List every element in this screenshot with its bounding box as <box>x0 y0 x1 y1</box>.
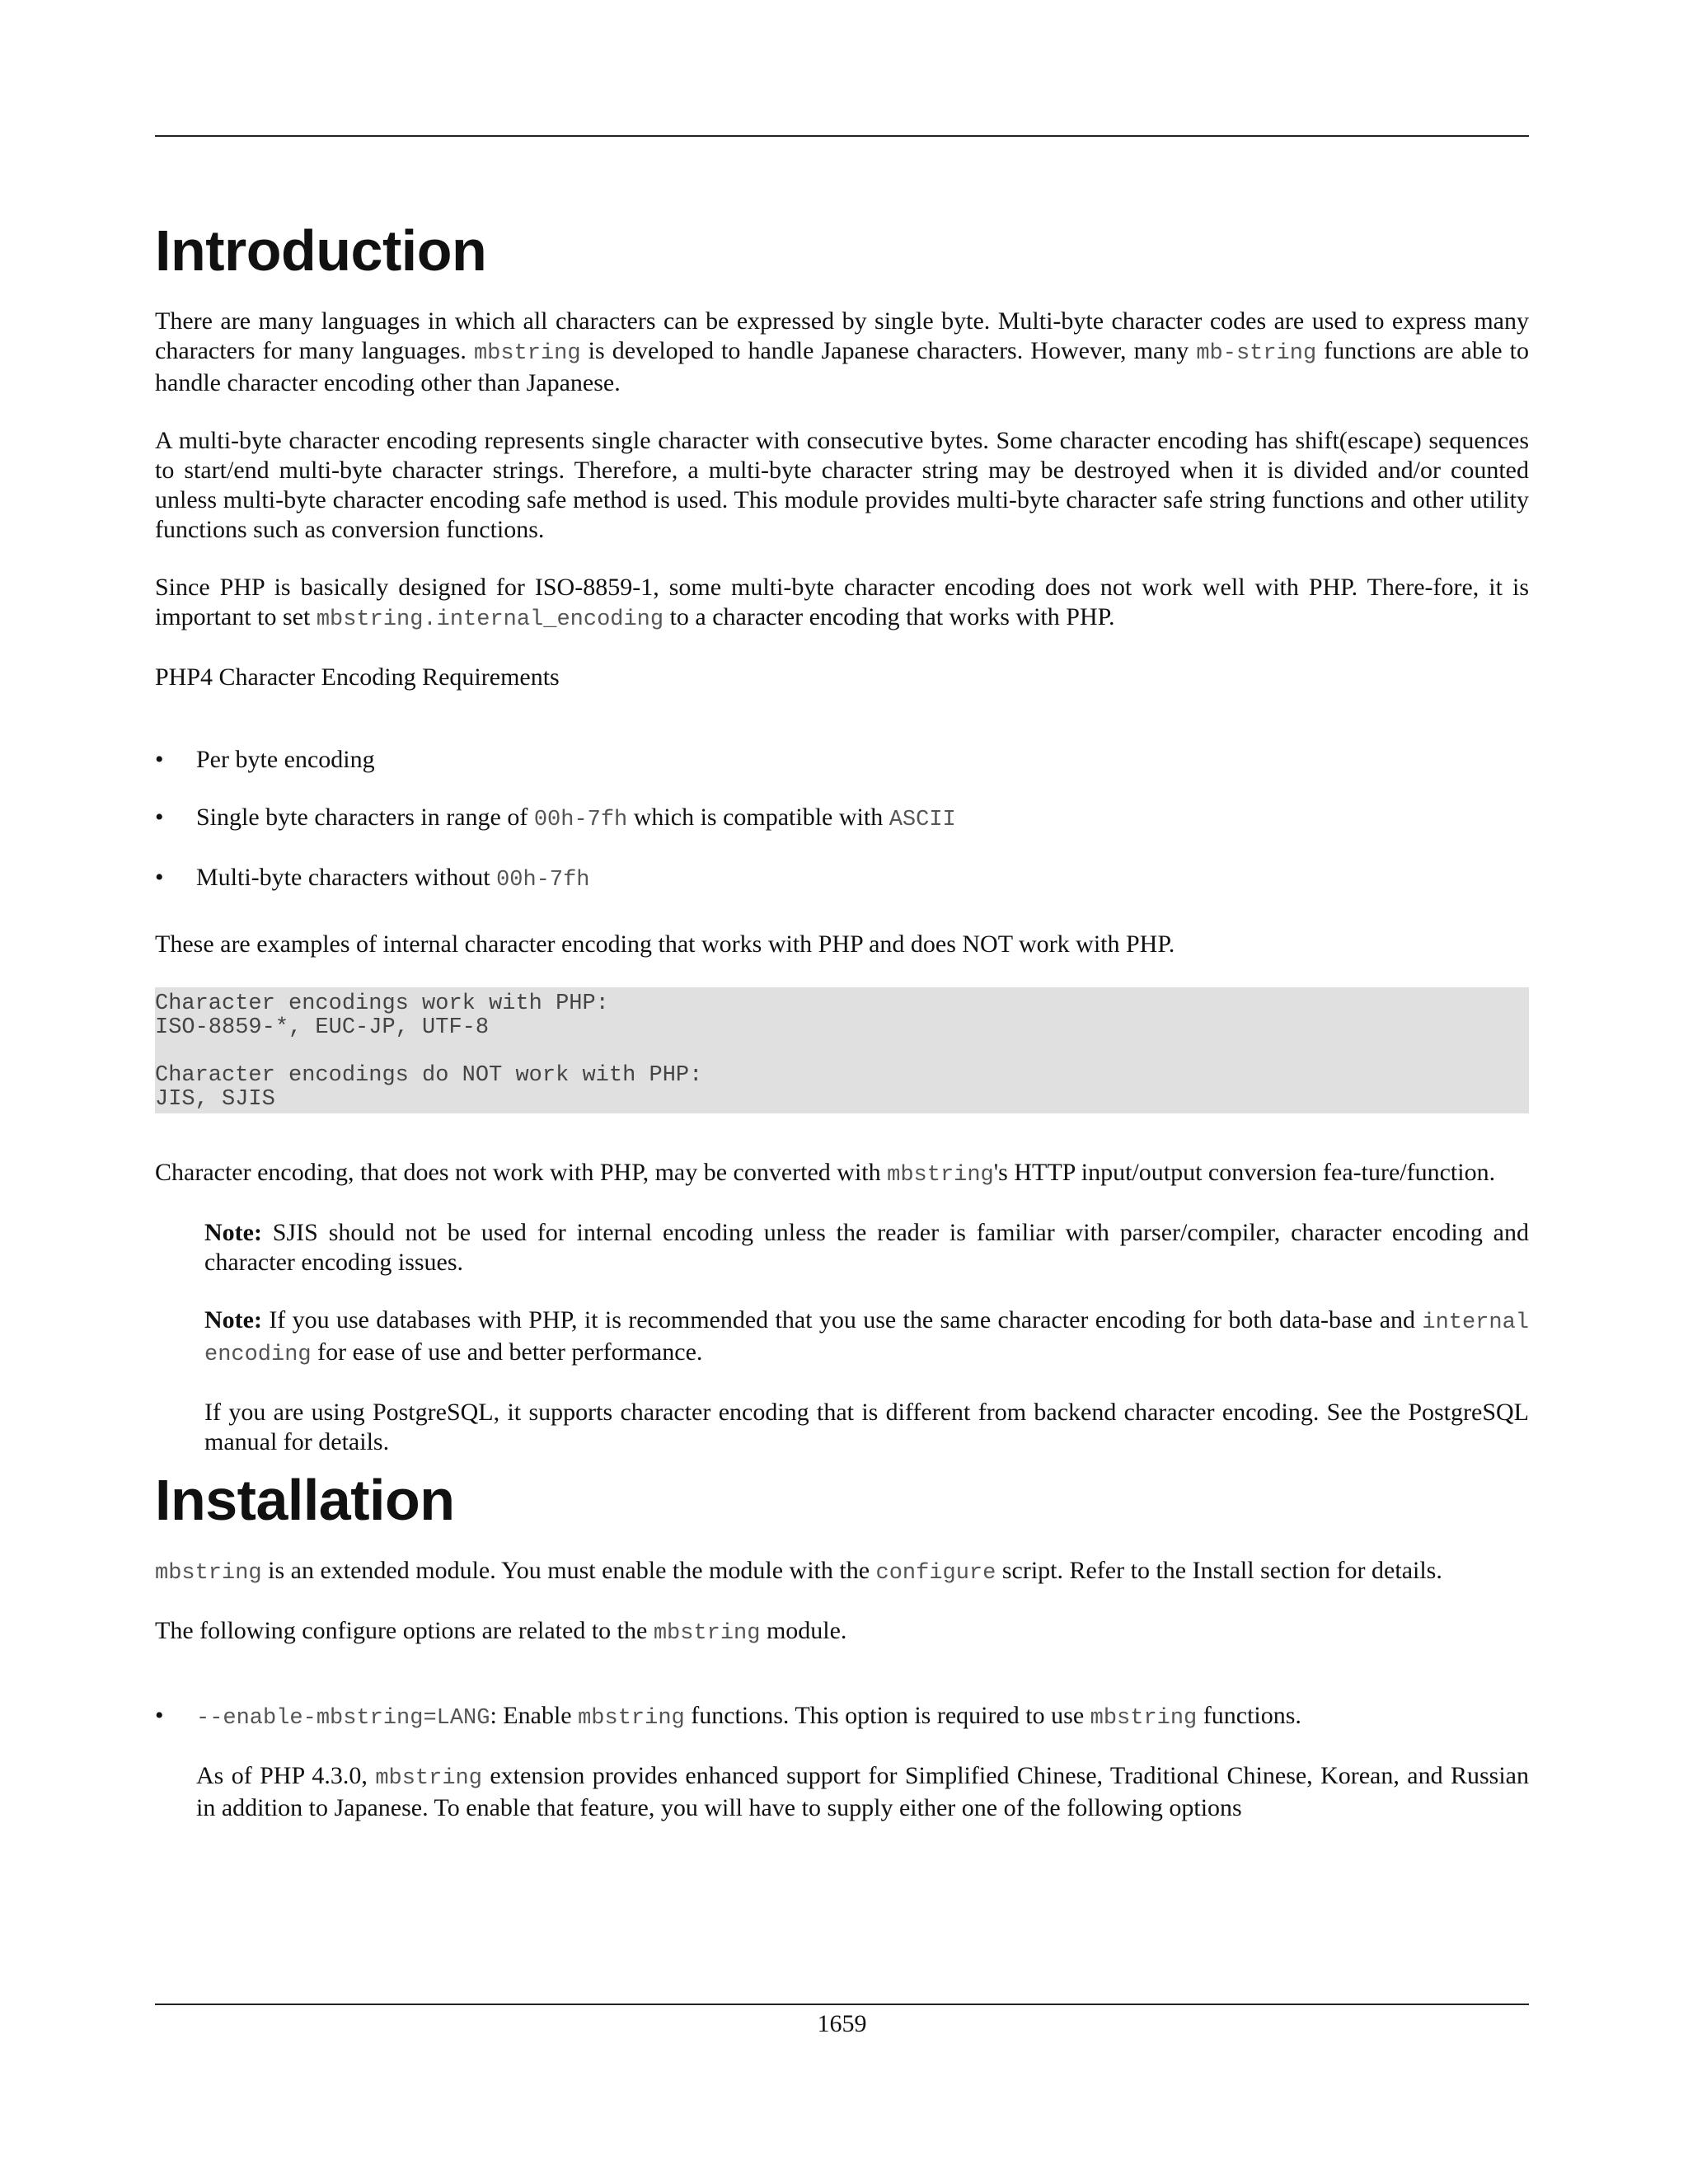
inline-code: ASCII <box>889 808 956 832</box>
note-1: Note: SJIS should not be used for internal encoding unless the reader is familiar with parser/compiler, character encoding and character encoding issues. <box>204 1219 1529 1276</box>
document-page <box>155 0 1529 2184</box>
install-paragraph-2: The following configure options are related to the mbstring module. <box>155 1617 847 1646</box>
examples-intro: These are examples of internal character encoding that works with PHP and does NOT work with PHP. <box>155 930 1175 958</box>
install-paragraph-1: mbstring is an extended module. You must enable the module with the configure script. Refer to the Install section for details. <box>155 1557 1442 1586</box>
note-label: Note: <box>204 1219 262 1246</box>
list-item: • --enable-mbstring=LANG: Enable mbstring functions. This option is required to use mbstring functions. As of PHP 4.3.0, mbstring extension provides enhanced support for Simplified Chinese, Traditional Chinese, Korean, and Russian in addition to Japanese. To enable that feature, you will have to supply either one of the following options <box>155 1702 1529 1821</box>
inline-code: mbstring.internal_encoding <box>316 607 664 632</box>
section-heading-installation: Installation <box>155 1468 455 1532</box>
inline-code: mbstring <box>1090 1706 1198 1731</box>
option-detail: As of PHP 4.3.0, mbstring extension provides enhanced support for Simplified Chinese, Traditional Chinese, Korean, and Russian in addition to Japanese. To enable that feature, you will have to supply either one of the following options <box>196 1762 1529 1821</box>
inline-code: internal encoding <box>204 1310 1529 1367</box>
note-2: Note: If you use databases with PHP, it is recommended that you use the same character encoding for both data-base and internal encoding for ease of use and better performance. <box>204 1306 1529 1367</box>
configure-options-list <box>155 1701 1529 1823</box>
section-heading-introduction: Introduction <box>155 218 487 283</box>
inline-code: 00h-7fh <box>496 868 590 893</box>
list-item: • Single byte characters in range of 00h-7fh which is compatible with ASCII <box>155 804 956 832</box>
inline-code: mbstring <box>887 1163 994 1188</box>
bullet-icon: • <box>155 804 164 831</box>
footer-rule <box>155 2004 1529 2005</box>
inline-code: mbstring <box>155 1561 262 1586</box>
requirements-list <box>155 745 1529 895</box>
inline-code: mb-string <box>1196 341 1317 366</box>
inline-code: 00h-7fh <box>533 808 628 832</box>
page-content <box>155 216 1529 1851</box>
inline-code: mbstring <box>473 341 581 366</box>
bullet-icon: • <box>155 864 164 891</box>
note-3: If you are using PostgreSQL, it supports character encoding that is different from backend character encoding. See the PostgreSQL manual for details. <box>204 1399 1529 1455</box>
inline-code: mbstring <box>578 1706 685 1731</box>
bullet-icon: • <box>155 1702 164 1729</box>
list-item: • Per byte encoding <box>155 746 375 773</box>
intro-paragraph-2: A multi-byte character encoding represents single character with consecutive bytes. Some character encoding has shift(escape) sequences to start/end multi-byte character strings. Therefore, a multi-byte character string may be destroyed when it is divided and/or counted unless multi-byte character encoding safe method is used. This module provides multi-byte character safe string functions and other utility functions such as conversion functions. <box>155 427 1529 543</box>
code-block: Character encodings work with PHP: ISO-8859-*, EUC-JP, UTF-8 Character encodings do NOT work with PHP: JIS, SJIS <box>155 987 1529 1113</box>
intro-paragraph-1: There are many languages in which all characters can be expressed by single byte. Multi-byte character codes are used to express many characters for many languages. mbstring is developed to handle Japanese characters. However, many mb-string functions are able to handle character encoding other than Japanese. <box>155 307 1530 396</box>
spacer <box>155 720 1529 745</box>
inline-code: configure <box>875 1561 996 1586</box>
inline-code: mbstring <box>375 1766 482 1791</box>
spacer <box>155 923 1529 930</box>
notes-block <box>155 1218 1529 1457</box>
inline-code: --enable-mbstring=LANG <box>196 1706 490 1731</box>
list-item: • Multi-byte characters without 00h-7fh <box>155 864 590 893</box>
page-number: 1659 <box>817 2010 867 2037</box>
note-label: Note: <box>204 1306 262 1333</box>
requirements-title: PHP4 Character Encoding Requirements <box>155 663 560 691</box>
spacer <box>155 1676 1529 1701</box>
header-rule <box>155 135 1529 137</box>
intro-paragraph-4: Character encoding, that does not work with PHP, may be converted with mbstring's HTTP input/output conversion fea-ture/function. <box>155 1159 1496 1188</box>
inline-code: mbstring <box>653 1621 761 1646</box>
bullet-icon: • <box>155 746 164 773</box>
intro-paragraph-3: Since PHP is basically designed for ISO-8859-1, some multi-byte character encoding does not work well with PHP. There-fore, it is important to set mbstring.internal_encoding to a character encoding that works with PHP. <box>155 574 1529 632</box>
